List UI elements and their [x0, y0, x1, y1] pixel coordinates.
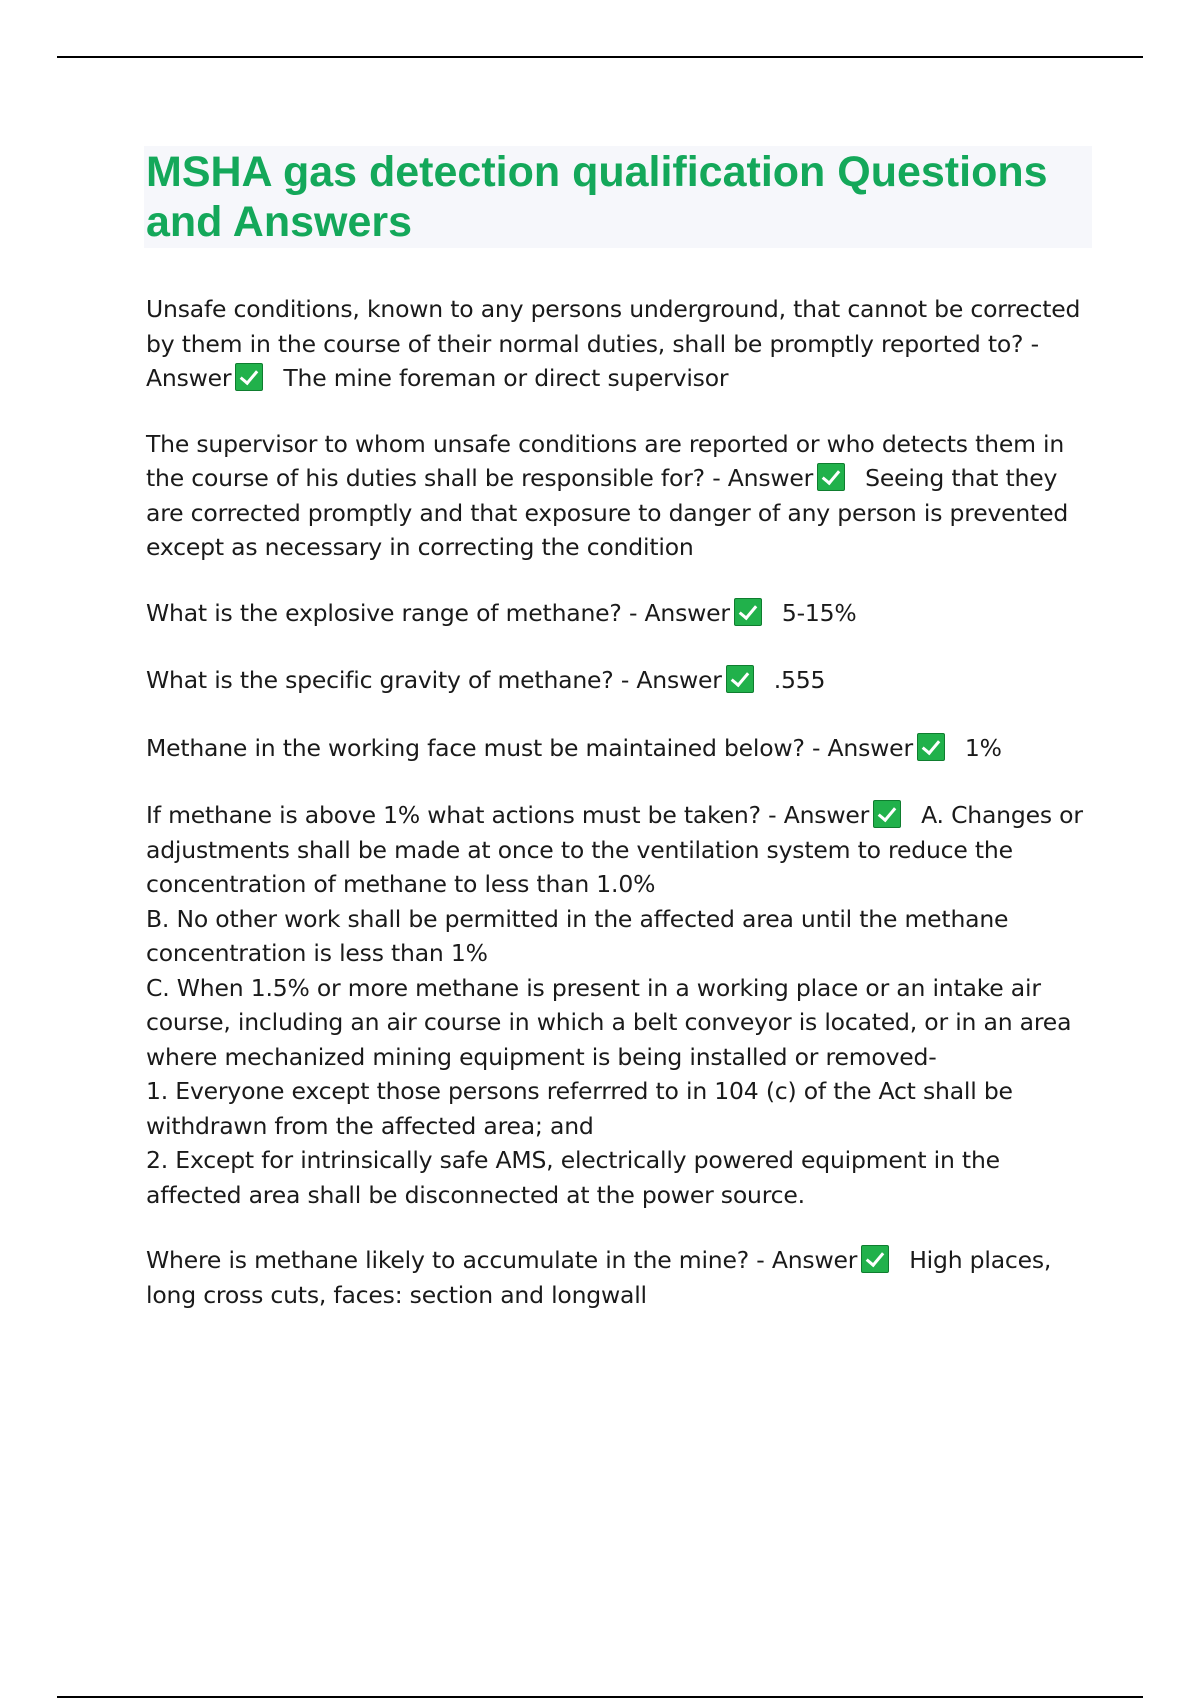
check-mark-icon — [235, 363, 263, 391]
document-title: MSHA gas detection qualification Questions and Answers — [146, 148, 1048, 246]
question-text: If methane is above 1% what actions must be taken? - — [146, 801, 784, 829]
check-mark-icon — [917, 733, 945, 761]
question-text: Methane in the working face must be maintained below? - — [146, 733, 828, 762]
qa-item-5 — [146, 731, 1098, 766]
qa-item-1 — [146, 292, 1098, 396]
check-mark-icon — [873, 800, 901, 828]
check-mark-icon — [726, 665, 754, 693]
check-mark-icon — [817, 463, 845, 491]
top-rule — [57, 56, 1143, 58]
qa-item-4 — [146, 663, 1098, 698]
answer-text: 5-15% — [781, 598, 857, 627]
answer-line-1: 1. Everyone except those persons referrred to in 104 (c) of the Act shall be withdrawn from the affected area; and — [146, 1077, 1013, 1140]
answer-line-2: 2. Except for intrinsically safe AMS, electrically powered equipment in the affected area shall be disconnected at the power source. — [146, 1146, 1000, 1209]
answer-text: High places, long cross cuts, faces: section and longwall — [146, 1246, 1052, 1309]
qa-item-3 — [146, 596, 1098, 631]
qa-list — [146, 292, 1098, 1343]
question-text: The supervisor to whom unsafe conditions are reported or who detects them in the course of his duties shall be responsible for? - — [146, 429, 1065, 492]
question-text: Where is methane likely to accumulate in the mine? - — [146, 1246, 772, 1274]
answer-label: Answer — [727, 464, 814, 492]
answer-line-c: C. When 1.5% or more methane is present in a working place or an intake air course, including an air course in which a belt conveyor is located, or in an area where mechanized mining equipment is being installed or removed- — [146, 973, 1072, 1071]
answer-text: The mine foreman or direct supervisor — [283, 364, 729, 392]
qa-item-2 — [146, 427, 1098, 565]
qa-item-7 — [146, 1243, 1098, 1312]
answer-label: Answer — [636, 666, 722, 694]
answer-text: Seeing that they are corrected promptly and that exposure to danger of any person is prevented except as necessary in correcting the condition — [146, 464, 1069, 561]
answer-label: Answer — [644, 598, 730, 627]
check-mark-icon — [861, 1245, 889, 1273]
qa-item-6 — [146, 798, 1098, 1212]
answer-label: Answer — [783, 801, 870, 829]
answer-label: Answer — [827, 733, 913, 762]
bottom-rule — [57, 1696, 1143, 1698]
answer-text: .555 — [773, 666, 826, 694]
answer-line-b: B. No other work shall be permitted in the affected area until the methane concentration is less than 1% — [146, 904, 1009, 967]
answer-text: 1% — [964, 733, 1002, 762]
answer-label: Answer — [771, 1246, 858, 1274]
answer-text: A. Changes or adjustments shall be made at once to the ventilation system to reduce the concentration of methane to less than 1.0% — [146, 801, 1083, 898]
check-mark-icon — [734, 598, 762, 626]
answer-label: Answer — [146, 364, 232, 392]
question-text: Unsafe conditions, known to any persons underground, that cannot be corrected by them in the course of their normal duties, shall be promptly reported to? - — [146, 295, 1081, 358]
question-text: What is the specific gravity of methane? - — [146, 666, 637, 694]
question-text: What is the explosive range of methane? - — [146, 598, 645, 627]
